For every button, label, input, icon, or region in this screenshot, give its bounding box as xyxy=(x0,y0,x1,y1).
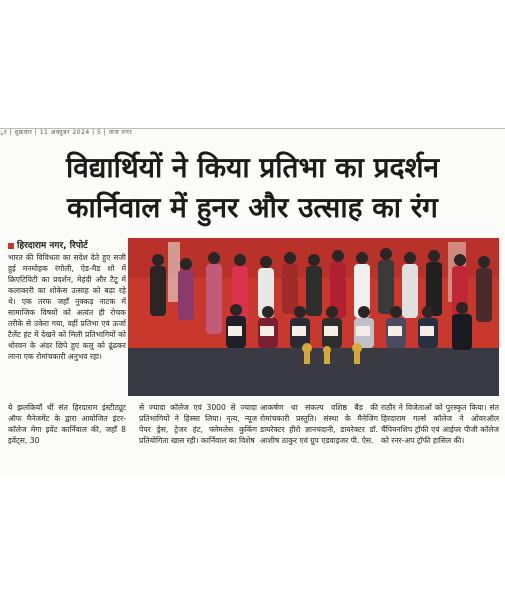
article-column-2: से ज्यादा कॉलेज एवं 3000 से ज्यादा प्रतिभागियों ने हिस्सा लिया। नृत्य, न्यूज पेपर ड्रेस, ट्रेजर हंट, फ्लेमलेस कुकिंग प्रतियोगिता खास रही। कार्निवाल का विशेष xyxy=(139,403,257,445)
article-column-1: भारत की विविधता का सदेश देते हुए सजी हुई मनमोहक रंगोली, ऐड-मैड शो में क्रिएटिविटी का प्रदर्शन, मेहंदी और टैटू में कलाकारी का शोकेस उत्साह को बढ़ा रहे थे। एक तरफ जहाँ नुक्कड़ नाटक में सामाजिक विषयों को अत्यंत ही रोचक तरीके से उकेरा गया, वहीं प्रतिभा एवं ऊर्जा टैलेंट हंट में देखने को मिली प्रतिभागियों को थोरवन के अंदर छिपे हुए कलु को ढूंढकर लाना एक रोमांचकारी अनुभव रहा। xyxy=(8,253,126,361)
group-photo-illustration xyxy=(128,238,499,396)
article-column-1b: ये झलकियाँ थीं संत हिरदाराम इंस्टीट्यूट ऑफ मैनेजमेंट के द्वारा आयोजित इंटर-कॉलेज मेगा इवेंट कार्निवाल की, जहाँ 8 इवेंट्स, 30 xyxy=(8,403,126,445)
article-column-4: राठौर ने विजेताओं को पुरस्कृत किया। संत हिरदाराम गर्ल्स कॉलेज ने ओवरऑल चैंपियनशिप ट्रॉफी एवं आईपर पीजी कॉलेज को रनर-अप ट्रॉफी हासिल की। xyxy=(381,403,499,445)
dateline: ूर | शुक्रवार | 11 अक्टूबर 2024 | 5 | ताज नगर xyxy=(0,129,133,136)
byline-marker-icon xyxy=(8,243,14,249)
headline-line-2: कार्निवाल में हुनर और उत्साह का रंग xyxy=(67,191,438,224)
headline-line-1: विद्यार्थियों ने किया प्रतिभा का प्रदर्शन xyxy=(65,151,440,184)
byline xyxy=(8,238,88,251)
article-column-3: आकर्षण था संकल्प वशिष्ठ बैंड की रोमांचकारी प्रस्तुति। संस्था के मैनेजिंग डायरेक्टर हीरो ज्ञानचंदानी, डायरेक्टर डॉ. आशीष ठाकुर एवं ग्रुप एडवाइजर पी. ऐस. xyxy=(260,403,378,445)
group-photo xyxy=(128,238,499,396)
byline-text: हिरदाराम नगर, रिपोर्ट xyxy=(17,241,88,251)
